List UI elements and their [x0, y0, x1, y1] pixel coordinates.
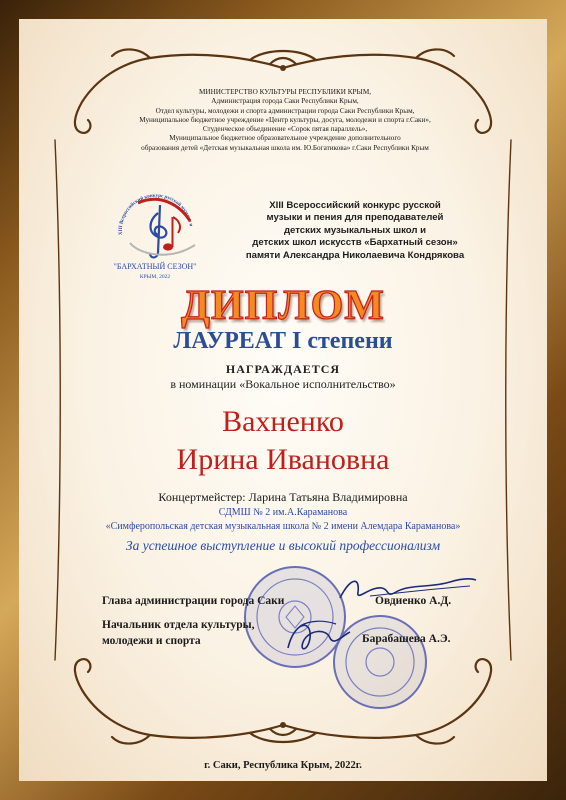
merit-statement: За успешное выступление и высокий профессионализм	[125, 538, 441, 553]
organizer-line: образования детей «Детская музыкальная школа им. Ю.Богатикова» г.Саки Республики Крым	[141, 143, 429, 152]
organizer-line: Муниципальное бюджетное образовательное учреждение дополнительного	[169, 134, 401, 143]
organizer-line: Администрация города Саки Республики Крым,	[211, 97, 359, 106]
logo-ring-text: XIII Всероссийский конкурс русской музыки и	[118, 193, 193, 236]
contest-line: детских школ искусств «Бархатный сезон»	[252, 237, 458, 249]
school-full: «Симферопольская детская музыкальная школа № 2 имени Алемдара Караманова»	[105, 521, 461, 532]
contest-line: XIII Всероссийский конкурс русской	[269, 200, 441, 211]
logo-grey-swoosh	[130, 243, 195, 255]
organizer-line: Муниципальное бюджетное учреждение «Центр культуры, досуга, молодежи и спорта г.Саки»,	[139, 115, 431, 124]
accompanist: Концертмейстер: Ларина Татьяна Владимировна	[158, 490, 408, 504]
school-short: СДМШ № 2 им.А.Караманова	[218, 507, 348, 518]
head-of-administration-name: Овдиенко А.Д.	[375, 595, 452, 607]
contest-line: памяти Александра Николаевича Кондрякова	[245, 249, 465, 261]
culture-department-title-line2: молодежи и спорта	[102, 635, 201, 647]
left-border-line	[55, 140, 60, 660]
culture-department-title-line1: Начальник отдела культуры,	[102, 619, 255, 631]
logo-red-swoosh	[138, 199, 190, 221]
laureate-degree: ЛАУРЕАТ I степени	[173, 328, 393, 354]
organizer-line: МИНИСТЕРСТВО КУЛЬТУРЫ РЕСПУБЛИКИ КРЫМ,	[198, 88, 372, 96]
diploma-title: ДИПЛОМ	[181, 283, 385, 329]
contest-line: детских музыкальных школ и	[283, 224, 427, 236]
nomination: в номинации «Вокальное исполнительство»	[170, 377, 396, 391]
awarded-label: НАГРАЖДАЕТСЯ	[225, 362, 341, 376]
contest-line: музыки и пения для преподавателей	[266, 212, 444, 224]
head-of-administration-title: Глава администрации города Саки	[102, 595, 285, 607]
treble-clef-icon	[150, 205, 166, 258]
culture-department-name: Барабашева А.Э.	[362, 633, 451, 645]
recipient-surname: Вахненко	[222, 405, 344, 438]
signature-barabasheva	[280, 612, 360, 662]
contest-logo	[100, 183, 210, 283]
logo-title: "БАРХАТНЫЙ СЕЗОН"	[113, 262, 197, 271]
organizers-block	[110, 88, 460, 153]
logo-subtitle: КРЫМ, 2022	[139, 274, 171, 280]
organizer-line: Отдел культуры, молодежи и спорта администрации города Саки Республики Крым,	[155, 106, 415, 115]
recipient-given-names: Ирина Ивановна	[176, 443, 390, 476]
organizer-line: Студенческое объединение «Сорок пятая параллель»,	[202, 125, 368, 134]
contest-name	[205, 200, 505, 262]
right-border-line	[506, 140, 511, 660]
place-and-date: г. Саки, Республика Крым, 2022г.	[204, 760, 362, 771]
